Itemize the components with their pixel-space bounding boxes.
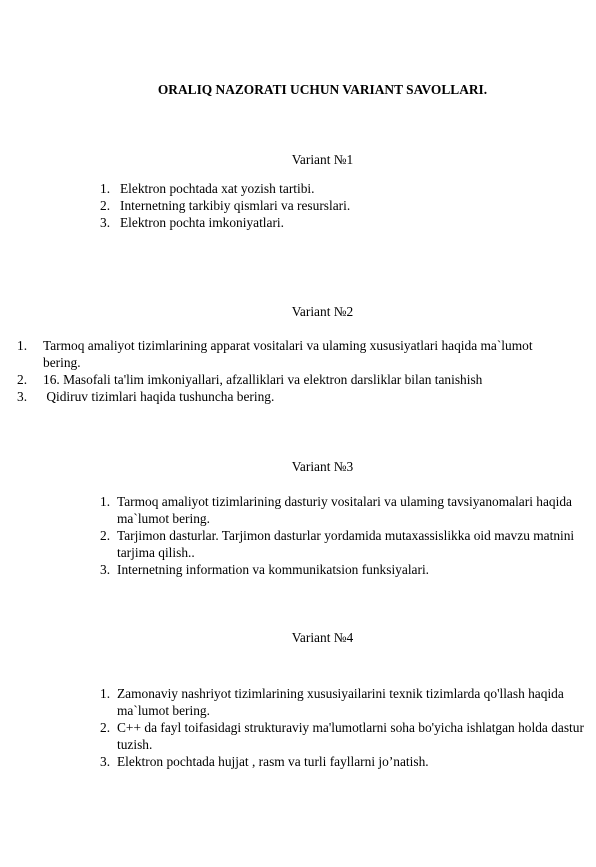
list-item-number: 3. (100, 215, 111, 230)
list-item-number: 1. (17, 338, 28, 353)
list-item-number: 3. (100, 562, 111, 577)
list-item-text: Internetning information va kommunikatsion funksiyalari. (117, 562, 430, 577)
list-item-text: 16. Masofali ta'lim imkoniyallari, afzalliklari va elektron darsliklar bilan tanishish (43, 372, 483, 387)
list-item (0, 388, 540, 405)
list-item-text: Tarjimon dasturlar. Tarjimon dasturlar yordamida mutaxassislikka oid mavzu matnini tarjima qilish.. (117, 528, 575, 560)
list-item (100, 719, 590, 753)
variant-3-heading: Variant №3 (291, 459, 354, 474)
list-item (100, 493, 580, 527)
list-item-text: Tarmoq amaliyot tizimlarining apparat vositalari va ulaming xususiyatlari haqida ma`lumot bering. (43, 338, 533, 370)
list-item-number: 1. (100, 181, 111, 196)
list-item-text: Qidiruv tizimlari haqida tushuncha bering. (43, 389, 275, 404)
list-item (100, 561, 580, 578)
list-item-number: 1. (100, 686, 111, 701)
list-item-text: Elektron pochtada xat yozish tartibi. (120, 181, 315, 196)
list-item (100, 180, 580, 197)
list-item (0, 337, 540, 371)
list-item-text: Elektron pochta imkoniyatlari. (120, 215, 284, 230)
list-item-number: 2. (100, 528, 111, 543)
list-item-text: C++ da fayl toifasidagi strukturaviy ma'lumotlarni soha bo'yicha ishlatgan holda dastur tuzish. (117, 720, 584, 752)
variant-1-list (100, 180, 580, 231)
list-item (100, 214, 580, 231)
variant-4-heading: Variant №4 (291, 630, 354, 645)
list-item (100, 685, 590, 719)
variant-4-list (100, 685, 590, 770)
list-item-text: Internetning tarkibiy qismlari va resurslari. (120, 198, 351, 213)
list-item (0, 371, 540, 388)
list-item-text: Elektron pochtada hujjat , rasm va turli fayllarni jo’natish. (117, 754, 429, 769)
variant-1-heading: Variant №1 (291, 152, 354, 167)
list-item-number: 3. (17, 389, 28, 404)
list-item-text: Zamonaviy nashriyot tizimlarining xususiyailarini texnik tizimlarda qo'llash haqida ma`lumot bering. (117, 686, 564, 718)
list-item-number: 2. (100, 720, 111, 735)
list-item-text: Tarmoq amaliyot tizimlarining dasturiy vositalari va ulaming tavsiyanomalari haqida ma`lumot bering. (117, 494, 572, 526)
list-item-number: 2. (17, 372, 28, 387)
list-item-number: 3. (100, 754, 111, 769)
variant-2-list (17, 337, 587, 405)
page-title: ORALIQ NAZORATI UCHUN VARIANT SAVOLLARI. (157, 82, 488, 97)
list-item (100, 753, 590, 770)
list-item (100, 527, 580, 561)
list-item-number: 1. (100, 494, 111, 509)
variant-2-heading: Variant №2 (291, 304, 354, 319)
variant-3-list (100, 493, 580, 578)
list-item-number: 2. (100, 198, 111, 213)
list-item (100, 197, 580, 214)
